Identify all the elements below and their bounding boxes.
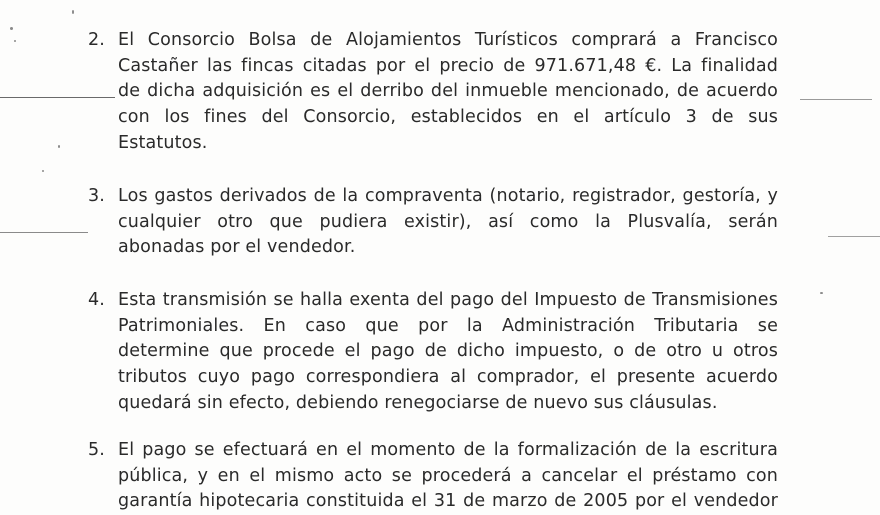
- clause-line: El Consorcio Bolsa de Alojamientos Turísticos comprará a Francisco: [118, 30, 778, 50]
- clause-line: pública, y en el mismo acto se procederá a cancelar el préstamo con: [118, 465, 778, 486]
- clause-number: 5.: [88, 440, 105, 460]
- clause-line: garantía hipotecaria constituida el 31 de marzo de 2005 por el vendedor: [118, 491, 778, 512]
- clause-number: 3.: [88, 186, 105, 206]
- clause-5: [88, 438, 778, 512]
- clause-line: con los fines del Consorcio, establecidos en el artículo 3 de sus: [118, 107, 778, 128]
- scan-speck: [10, 27, 13, 30]
- clause-2: [88, 28, 778, 157]
- clause-line: tributos cuyo pago correspondiera al comprador, el presente acuerdo: [118, 367, 778, 388]
- margin-rule: [800, 99, 872, 100]
- scan-speck: [42, 170, 44, 172]
- clause-line: Castañer las fincas citadas por el precio de 971.671,48 €. La finalidad: [118, 55, 778, 76]
- clause-3: [88, 184, 778, 261]
- scan-speck: [14, 40, 16, 42]
- clause-line: quedará sin efecto, debiendo renegociarse de nuevo sus cláusulas.: [118, 392, 718, 413]
- clause-line: Patrimoniales. En caso que por la Administración Tributaria se: [118, 315, 778, 336]
- scan-speck: [72, 10, 74, 14]
- clause-number: 4.: [88, 290, 105, 310]
- clause-line: Esta transmisión se halla exenta del pago del Impuesto de Transmisiones: [118, 290, 778, 310]
- clause-number: 2.: [88, 30, 105, 50]
- clause-line: Estatutos.: [118, 132, 208, 153]
- clause-line: El pago se efectuará en el momento de la formalización de la escritura: [118, 440, 778, 460]
- clause-line: determine que procede el pago de dicho impuesto, o de otro u otros: [118, 341, 778, 362]
- scan-speck: [820, 292, 823, 294]
- clause-line: abonadas por el vendedor.: [118, 237, 356, 258]
- margin-rule: [828, 236, 880, 237]
- clause-line: Los gastos derivados de la compraventa (notario, registrador, gestoría, y: [118, 186, 778, 206]
- margin-rule: [0, 232, 88, 233]
- clause-line: de dicha adquisición es el derribo del inmueble mencionado, de acuerdo: [118, 81, 778, 102]
- scan-speck: [58, 145, 60, 148]
- clause-line: cualquier otro que pudiera existir), así como la Plusvalía, serán: [118, 211, 778, 232]
- clause-4: [88, 288, 778, 417]
